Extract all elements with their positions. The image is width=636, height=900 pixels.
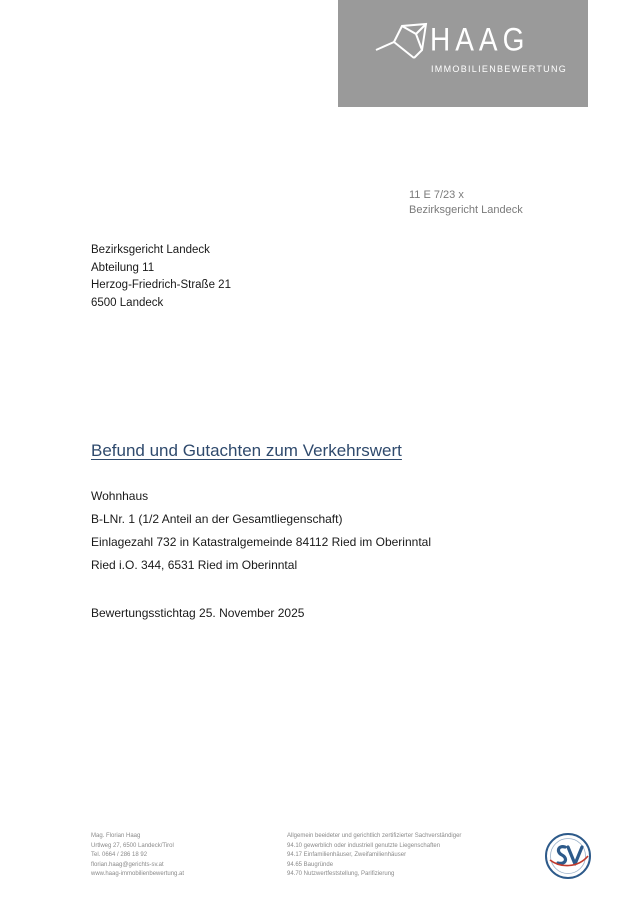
detail-line: Einlagezahl 732 in Katastralgemeinde 84112 Ried im Oberinntal bbox=[91, 535, 431, 549]
footer-qualification-line: 94.65 Baugründe bbox=[287, 861, 334, 868]
property-details bbox=[91, 485, 431, 577]
footer-qualification-line: 94.17 Einfamilienhäuser, Zweifamilienhäuser bbox=[287, 852, 407, 859]
footer-qualification-line: 94.70 Nutzwertfeststellung, Parifizierung bbox=[287, 871, 395, 878]
footer-qualification-line: 94.10 gewerblich oder industriell genutzte Liegenschaften bbox=[287, 842, 441, 849]
case-reference bbox=[409, 188, 523, 218]
footer-contact-line: Tel. 0664 / 286 18 92 bbox=[91, 852, 148, 859]
address-line: 6500 Landeck bbox=[91, 296, 164, 309]
footer-contact bbox=[91, 832, 184, 880]
letterhead-logo bbox=[338, 0, 588, 107]
footer-contact-line: Urtlweg 27, 6500 Landeck/Tirol bbox=[91, 842, 174, 849]
address-line: Herzog-Friedrich-Straße 21 bbox=[91, 279, 231, 291]
sv-seal-icon bbox=[544, 832, 592, 880]
document-title: Befund und Gutachten zum Verkehrswert bbox=[91, 441, 402, 460]
address-line: Bezirksgericht Landeck bbox=[91, 244, 210, 256]
valuation-date: Bewertungsstichtag 25. November 2025 bbox=[91, 606, 305, 620]
recipient-address bbox=[91, 242, 231, 312]
footer-contact-line: www.haag-immobilienbewertung.at bbox=[91, 871, 185, 878]
detail-line: Ried i.O. 344, 6531 Ried im Oberinntal bbox=[91, 558, 298, 572]
footer-qualifications bbox=[287, 832, 461, 880]
address-line: Abteilung 11 bbox=[91, 261, 155, 274]
case-court: Bezirksgericht Landeck bbox=[409, 204, 523, 216]
footer-contact-line: florian.haag@gerichts-sv.at bbox=[91, 861, 164, 868]
detail-line: Wohnhaus bbox=[91, 489, 149, 503]
footer-qualification-line: Allgemein beeideter und gerichtlich zertifizierter Sachverständiger bbox=[287, 833, 462, 839]
house-outline-icon bbox=[374, 20, 434, 64]
logo-name: HAAG bbox=[430, 21, 530, 58]
case-number: 11 E 7/23 x bbox=[409, 189, 464, 201]
footer-contact-line: Mag. Florian Haag bbox=[91, 833, 141, 839]
detail-line: B-LNr. 1 (1/2 Anteil an der Gesamtliegenschaft) bbox=[91, 512, 343, 526]
logo-subtitle: IMMOBILIENBEWERTUNG bbox=[431, 64, 568, 74]
